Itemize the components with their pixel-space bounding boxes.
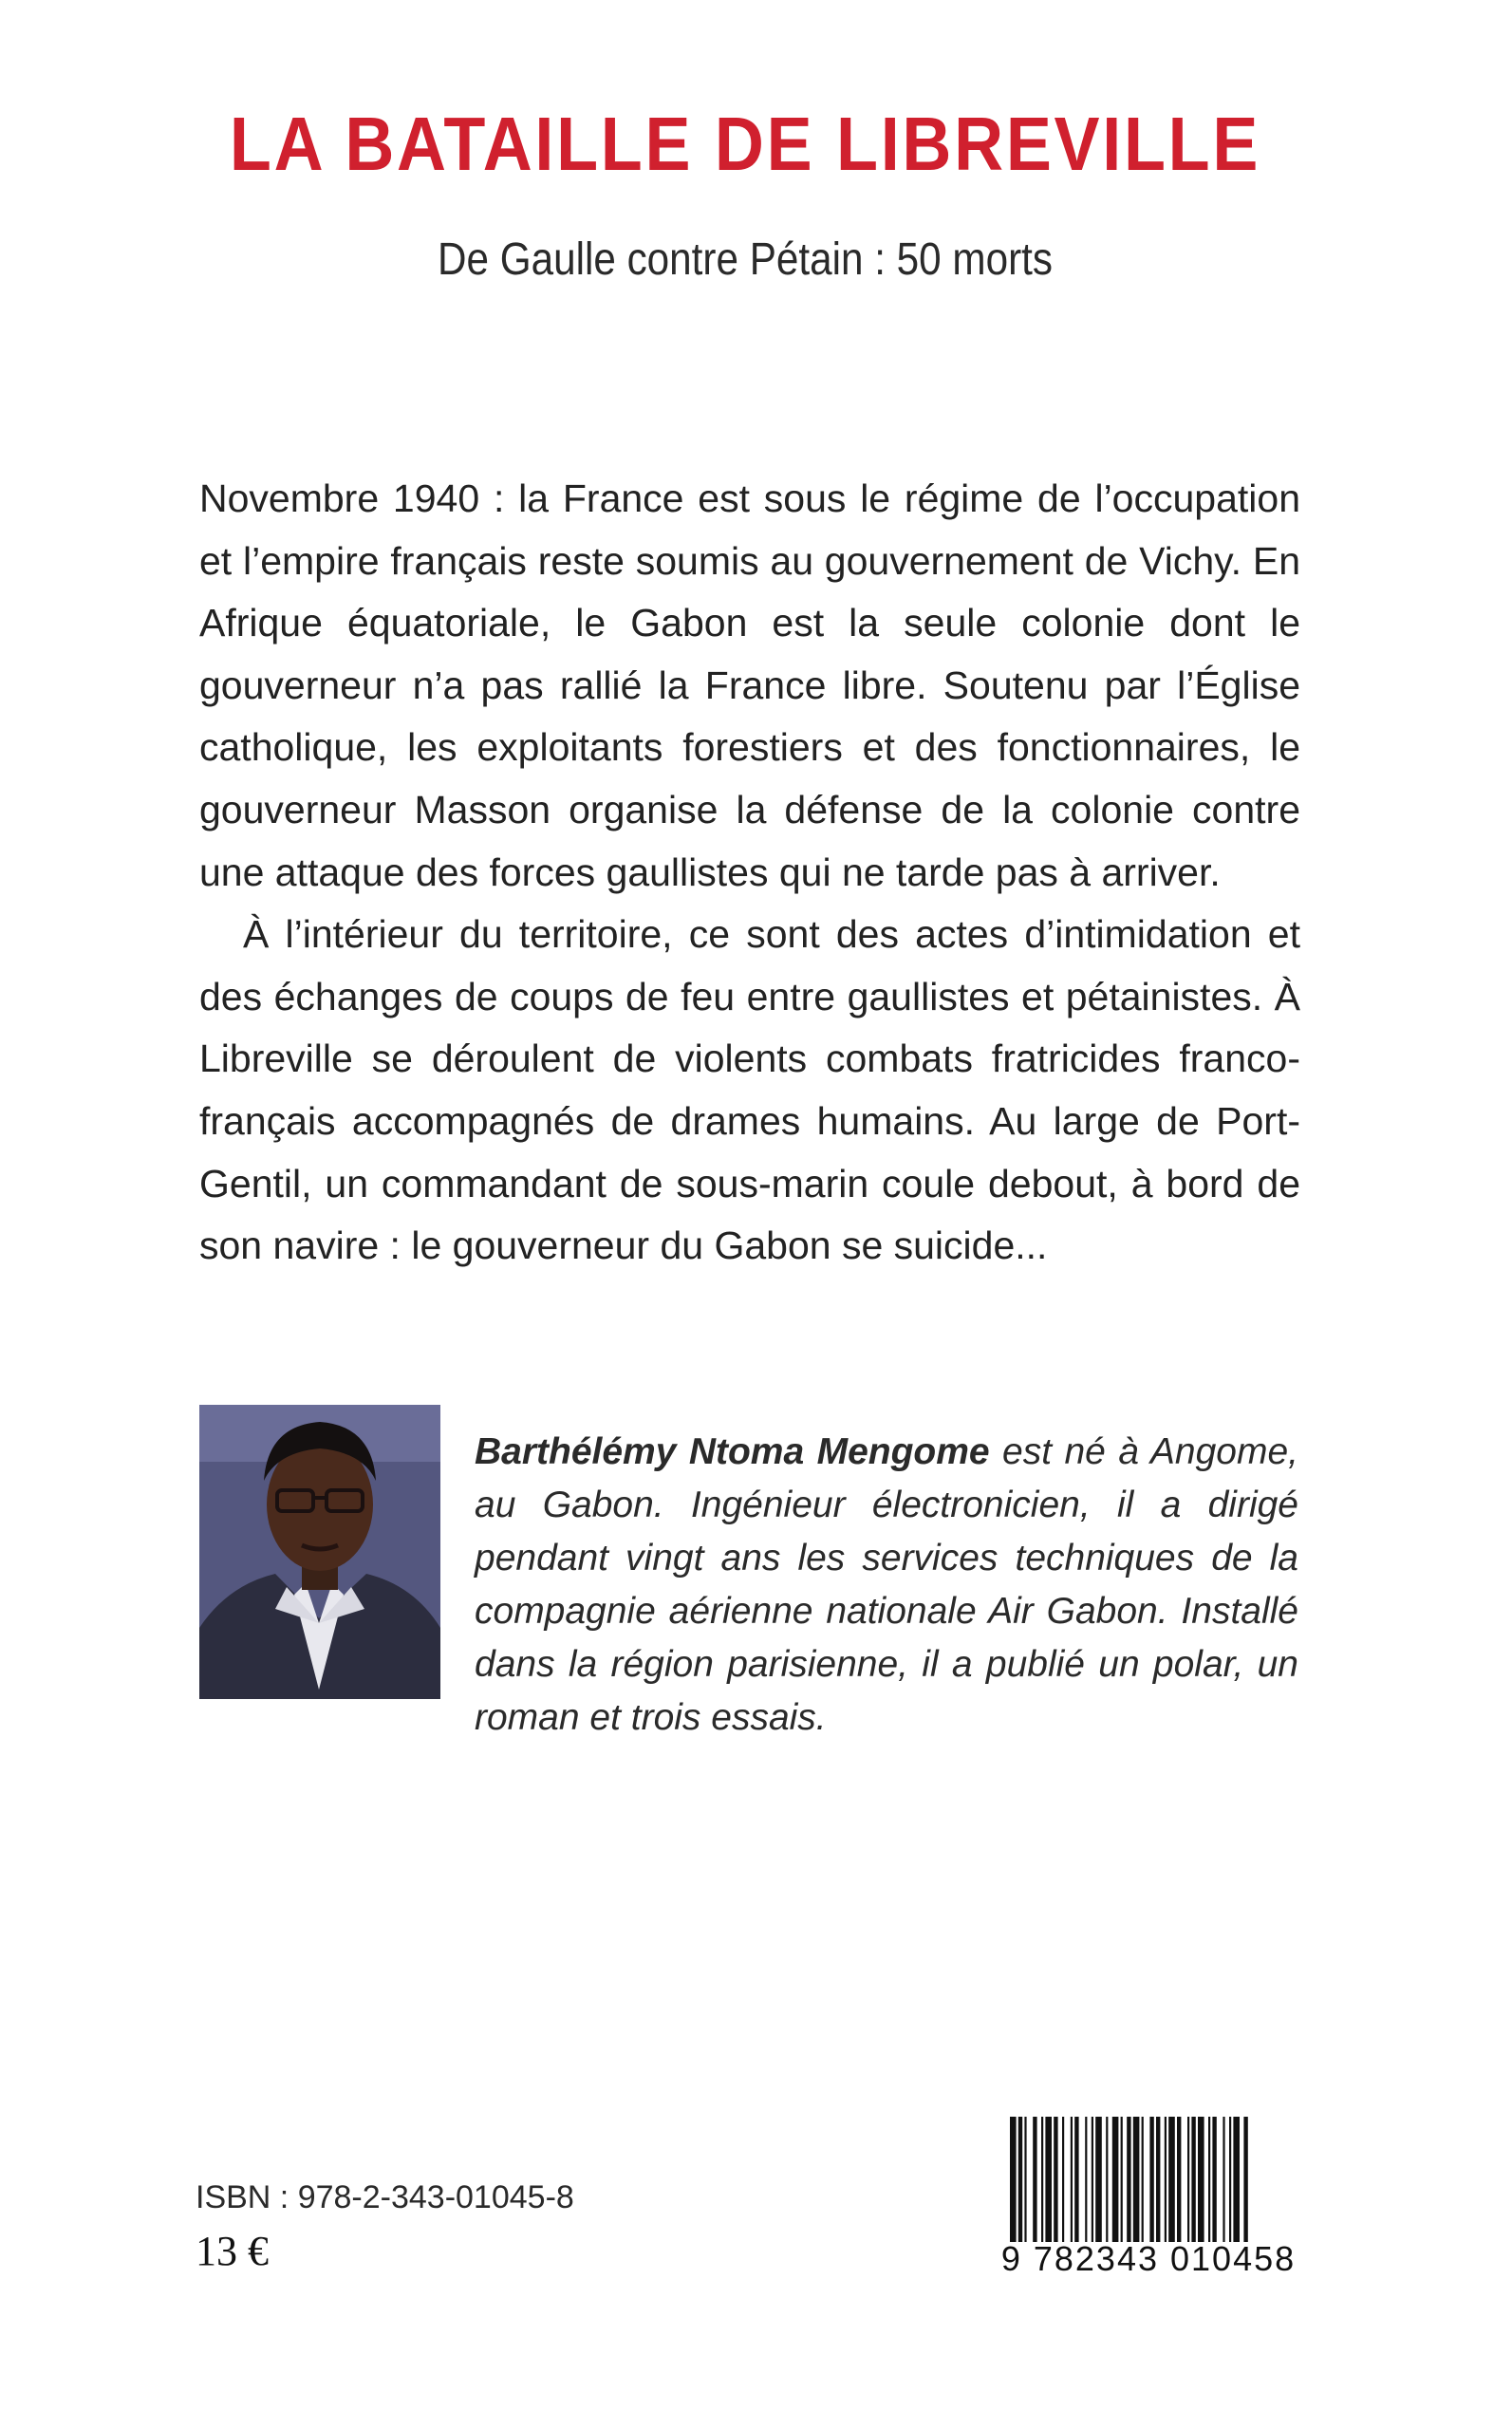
isbn: ISBN : 978-2-343-01045-8 xyxy=(196,2179,574,2215)
barcode-bar xyxy=(1187,2117,1189,2250)
barcode-bar xyxy=(1106,2117,1108,2250)
barcode-bar xyxy=(1168,2117,1175,2250)
barcode-bar xyxy=(1156,2117,1160,2250)
author-name: Barthélémy Ntoma Mengome xyxy=(475,1431,990,1472)
barcode-bar xyxy=(1212,2117,1216,2250)
barcode-bars xyxy=(997,2117,1300,2250)
barcode-bar xyxy=(1191,2117,1195,2250)
barcode-bar xyxy=(1054,2117,1057,2250)
barcode xyxy=(997,2117,1300,2307)
barcode-bar xyxy=(1198,2117,1204,2250)
book-subtitle: De Gaulle contre Pétain : 50 morts xyxy=(437,234,1053,285)
barcode-bar xyxy=(1071,2117,1073,2250)
book-title: LA BATAILLE DE LIBREVILLE xyxy=(229,102,1261,186)
barcode-bar xyxy=(1045,2117,1052,2250)
barcode-bar xyxy=(1112,2117,1119,2250)
barcode-bar xyxy=(1243,2117,1247,2250)
barcode-digits: 9 782343 010458 xyxy=(997,2242,1300,2276)
barcode-bar xyxy=(1010,2117,1017,2250)
barcode-bar xyxy=(1092,2117,1093,2250)
author-bio xyxy=(475,1426,1298,1745)
barcode-bar xyxy=(1018,2117,1022,2250)
barcode-bar xyxy=(1229,2117,1231,2250)
barcode-bar xyxy=(1074,2117,1078,2250)
barcode-bar xyxy=(1233,2117,1240,2250)
barcode-bar xyxy=(1041,2117,1043,2250)
barcode-bar xyxy=(1095,2117,1102,2250)
barcode-bar xyxy=(1142,2117,1144,2250)
barcode-bar xyxy=(1121,2117,1123,2250)
barcode-bar xyxy=(1177,2117,1181,2250)
barcode-bar xyxy=(1149,2117,1153,2250)
barcode-bar xyxy=(1127,2117,1130,2250)
barcode-bar xyxy=(1062,2117,1064,2250)
barcode-bar xyxy=(1085,2117,1087,2250)
summary-text xyxy=(199,468,1300,1278)
barcode-bar xyxy=(1024,2117,1026,2250)
barcode-bar xyxy=(1033,2117,1036,2250)
author-bio-text: est né à Angome, au Gabon. Ingénieur électronicien, il a dirigé pendant vingt ans les services techniques de la compagnie aérienne nationale Air Gabon. Installé dans la région parisienne, il a publié un polar, un roman et trois essais. xyxy=(475,1431,1298,1738)
barcode-bar xyxy=(1208,2117,1210,2250)
barcode-bar xyxy=(1165,2117,1167,2250)
barcode-bar xyxy=(1223,2117,1224,2250)
barcode-bar xyxy=(1133,2117,1140,2250)
author-photo xyxy=(199,1405,440,1699)
summary-paragraph-2: À l’intérieur du territoire, ce sont des actes d’intimidation et des échanges de coups de feu entre gaullistes et pétainistes. À Libreville se déroulent de violents combats fratricides franco-français accompagnés de drames humains. Au large de Port-Gentil, un commandant de sous-marin coule debout, à bord de son navire : le gouverneur du Gabon se suicide... xyxy=(199,912,1300,1268)
price: 13 € xyxy=(196,2228,269,2274)
summary-paragraph-1: Novembre 1940 : la France est sous le régime de l’occupation et l’empire français reste soumis au gouvernement de Vichy. En Afrique équatoriale, le Gabon est la seule colonie dont le gouverneur n’a pas rallié la France libre. Soutenu par l’Église catholique, les exploitants forestiers et des fonctionnaires, le gouverneur Masson organise la défense de la colonie contre une attaque des forces gaullistes qui ne tarde pas à arriver. xyxy=(199,476,1300,894)
